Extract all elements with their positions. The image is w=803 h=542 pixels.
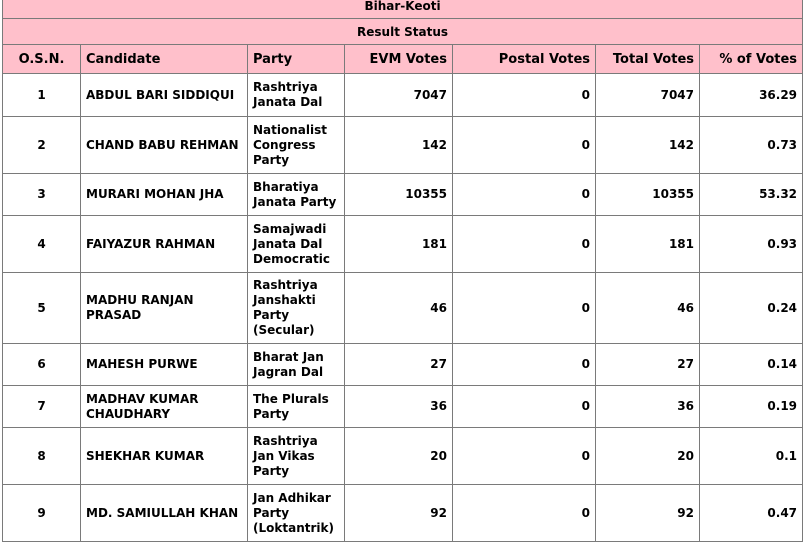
cell-osn: 1 <box>3 74 81 117</box>
cell-postal-votes: 0 <box>453 174 596 216</box>
cell-total-votes: 10355 <box>596 174 700 216</box>
cell-party: Rashtriya Janshakti Party (Secular) <box>248 273 345 344</box>
cell-postal-votes: 0 <box>453 428 596 485</box>
cell-candidate: MAHESH PURWE <box>81 344 248 386</box>
cell-osn: 9 <box>3 485 81 542</box>
cell-total-votes: 20 <box>596 428 700 485</box>
cell-percent-votes: 0.73 <box>700 117 803 174</box>
constituency-title: Bihar-Keoti <box>3 0 803 19</box>
table-row <box>3 74 803 117</box>
cell-postal-votes: 0 <box>453 273 596 344</box>
cell-party: The Plurals Party <box>248 386 345 428</box>
cell-candidate: SHEKHAR KUMAR <box>81 428 248 485</box>
header-total-votes: Total Votes <box>596 45 700 74</box>
cell-percent-votes: 36.29 <box>700 74 803 117</box>
section-title: Result Status <box>3 19 803 45</box>
constituency-row <box>3 0 803 19</box>
cell-evm-votes: 20 <box>345 428 453 485</box>
cell-evm-votes: 10355 <box>345 174 453 216</box>
cell-candidate: MD. SAMIULLAH KHAN <box>81 485 248 542</box>
cell-percent-votes: 53.32 <box>700 174 803 216</box>
cell-postal-votes: 0 <box>453 216 596 273</box>
cell-total-votes: 46 <box>596 273 700 344</box>
header-evm-votes: EVM Votes <box>345 45 453 74</box>
cell-candidate: MURARI MOHAN JHA <box>81 174 248 216</box>
cell-candidate: CHAND BABU REHMAN <box>81 117 248 174</box>
table-row <box>3 344 803 386</box>
header-postal-votes: Postal Votes <box>453 45 596 74</box>
header-candidate: Candidate <box>81 45 248 74</box>
cell-osn: 3 <box>3 174 81 216</box>
cell-party: Samajwadi Janata Dal Democratic <box>248 216 345 273</box>
table-row <box>3 485 803 542</box>
cell-percent-votes: 0.47 <box>700 485 803 542</box>
section-title-row <box>3 19 803 45</box>
cell-postal-votes: 0 <box>453 344 596 386</box>
cell-party: Jan Adhikar Party (Loktantrik) <box>248 485 345 542</box>
column-header-row <box>3 45 803 74</box>
table-row <box>3 117 803 174</box>
cell-osn: 6 <box>3 344 81 386</box>
cell-candidate: MADHAV KUMAR CHAUDHARY <box>81 386 248 428</box>
table-row <box>3 174 803 216</box>
cell-postal-votes: 0 <box>453 485 596 542</box>
header-osn: O.S.N. <box>3 45 81 74</box>
table-row <box>3 216 803 273</box>
cell-osn: 4 <box>3 216 81 273</box>
cell-osn: 7 <box>3 386 81 428</box>
header-party: Party <box>248 45 345 74</box>
results-container <box>2 0 802 542</box>
cell-evm-votes: 92 <box>345 485 453 542</box>
cell-evm-votes: 46 <box>345 273 453 344</box>
cell-osn: 8 <box>3 428 81 485</box>
cell-osn: 2 <box>3 117 81 174</box>
cell-percent-votes: 0.1 <box>700 428 803 485</box>
cell-total-votes: 92 <box>596 485 700 542</box>
results-table <box>2 0 803 542</box>
cell-percent-votes: 0.93 <box>700 216 803 273</box>
cell-party: Rashtriya Jan Vikas Party <box>248 428 345 485</box>
cell-party: Bharat Jan Jagran Dal <box>248 344 345 386</box>
table-row <box>3 428 803 485</box>
cell-candidate: MADHU RANJAN PRASAD <box>81 273 248 344</box>
cell-party: Rashtriya Janata Dal <box>248 74 345 117</box>
cell-postal-votes: 0 <box>453 74 596 117</box>
cell-party: Nationalist Congress Party <box>248 117 345 174</box>
cell-percent-votes: 0.14 <box>700 344 803 386</box>
cell-candidate: ABDUL BARI SIDDIQUI <box>81 74 248 117</box>
cell-evm-votes: 7047 <box>345 74 453 117</box>
header-percent-votes: % of Votes <box>700 45 803 74</box>
cell-total-votes: 181 <box>596 216 700 273</box>
table-row <box>3 273 803 344</box>
cell-evm-votes: 181 <box>345 216 453 273</box>
cell-evm-votes: 27 <box>345 344 453 386</box>
cell-party: Bharatiya Janata Party <box>248 174 345 216</box>
cell-percent-votes: 0.24 <box>700 273 803 344</box>
cell-total-votes: 36 <box>596 386 700 428</box>
cell-total-votes: 27 <box>596 344 700 386</box>
cell-osn: 5 <box>3 273 81 344</box>
table-row <box>3 386 803 428</box>
cell-evm-votes: 142 <box>345 117 453 174</box>
cell-evm-votes: 36 <box>345 386 453 428</box>
cell-total-votes: 142 <box>596 117 700 174</box>
cell-postal-votes: 0 <box>453 386 596 428</box>
cell-candidate: FAIYAZUR RAHMAN <box>81 216 248 273</box>
cell-percent-votes: 0.19 <box>700 386 803 428</box>
cell-postal-votes: 0 <box>453 117 596 174</box>
cell-total-votes: 7047 <box>596 74 700 117</box>
